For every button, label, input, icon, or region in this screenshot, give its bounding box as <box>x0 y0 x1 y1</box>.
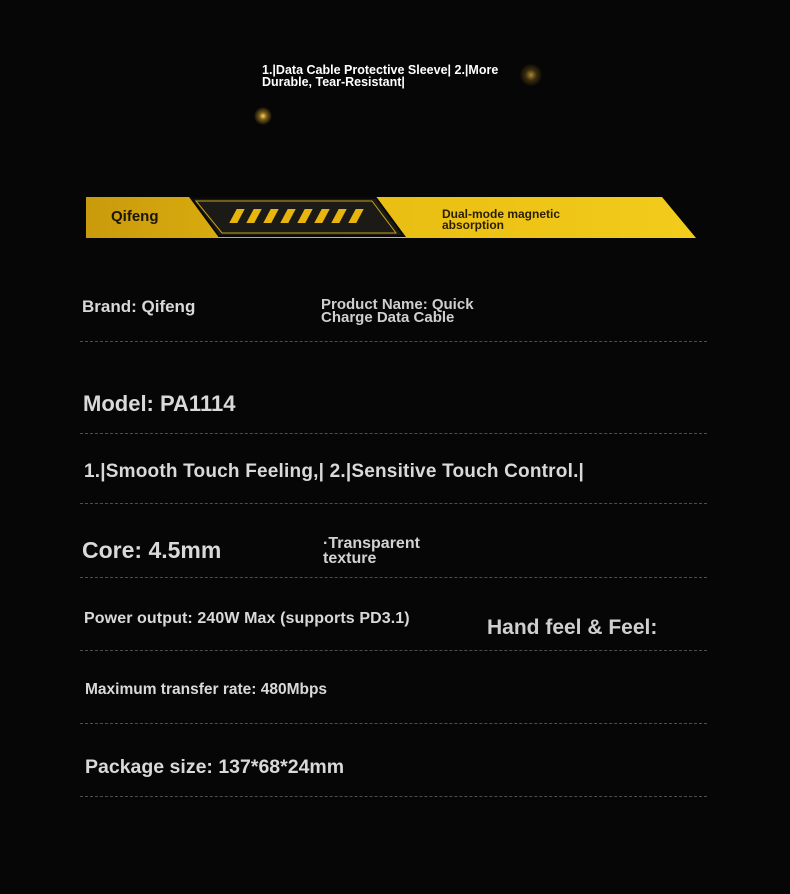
spec-product-name: Product Name: Quick Charge Data Cable <box>321 296 474 326</box>
row-divider <box>80 341 707 342</box>
row-divider <box>80 796 707 797</box>
row-divider <box>80 433 707 434</box>
product-banner <box>86 197 696 239</box>
spec-transfer-rate: Maximum transfer rate: 480Mbps <box>85 681 328 698</box>
spec-package-size: Package size: 137*68*24mm <box>85 756 345 778</box>
spec-power-output: Power output: 240W Max (supports PD3.1) <box>84 610 410 627</box>
header-tagline: 1.|Data Cable Protective Sleeve| 2.|More Durable, Tear-Resistant| <box>262 63 499 89</box>
spec-touch-features: 1.|Smooth Touch Feeling,| 2.|Sensitive Touch Control.| <box>84 461 585 482</box>
spec-hand-feel: Hand feel & Feel: <box>487 616 658 639</box>
banner-brand: Qifeng <box>111 208 159 225</box>
row-divider <box>80 503 707 504</box>
spec-core: Core: 4.5mm <box>82 537 222 563</box>
row-divider <box>80 723 707 724</box>
light-glow-decoration <box>254 107 272 125</box>
row-divider <box>80 650 707 651</box>
spec-model: Model: PA1114 <box>83 391 236 416</box>
banner-feature: Dual-mode magnetic absorption <box>442 207 561 232</box>
spec-brand: Brand: Qifeng <box>82 297 196 316</box>
row-divider <box>80 577 707 578</box>
spec-transparent-texture: ·Transparent texture <box>323 535 420 567</box>
banner-stripes-decoration <box>229 209 369 223</box>
